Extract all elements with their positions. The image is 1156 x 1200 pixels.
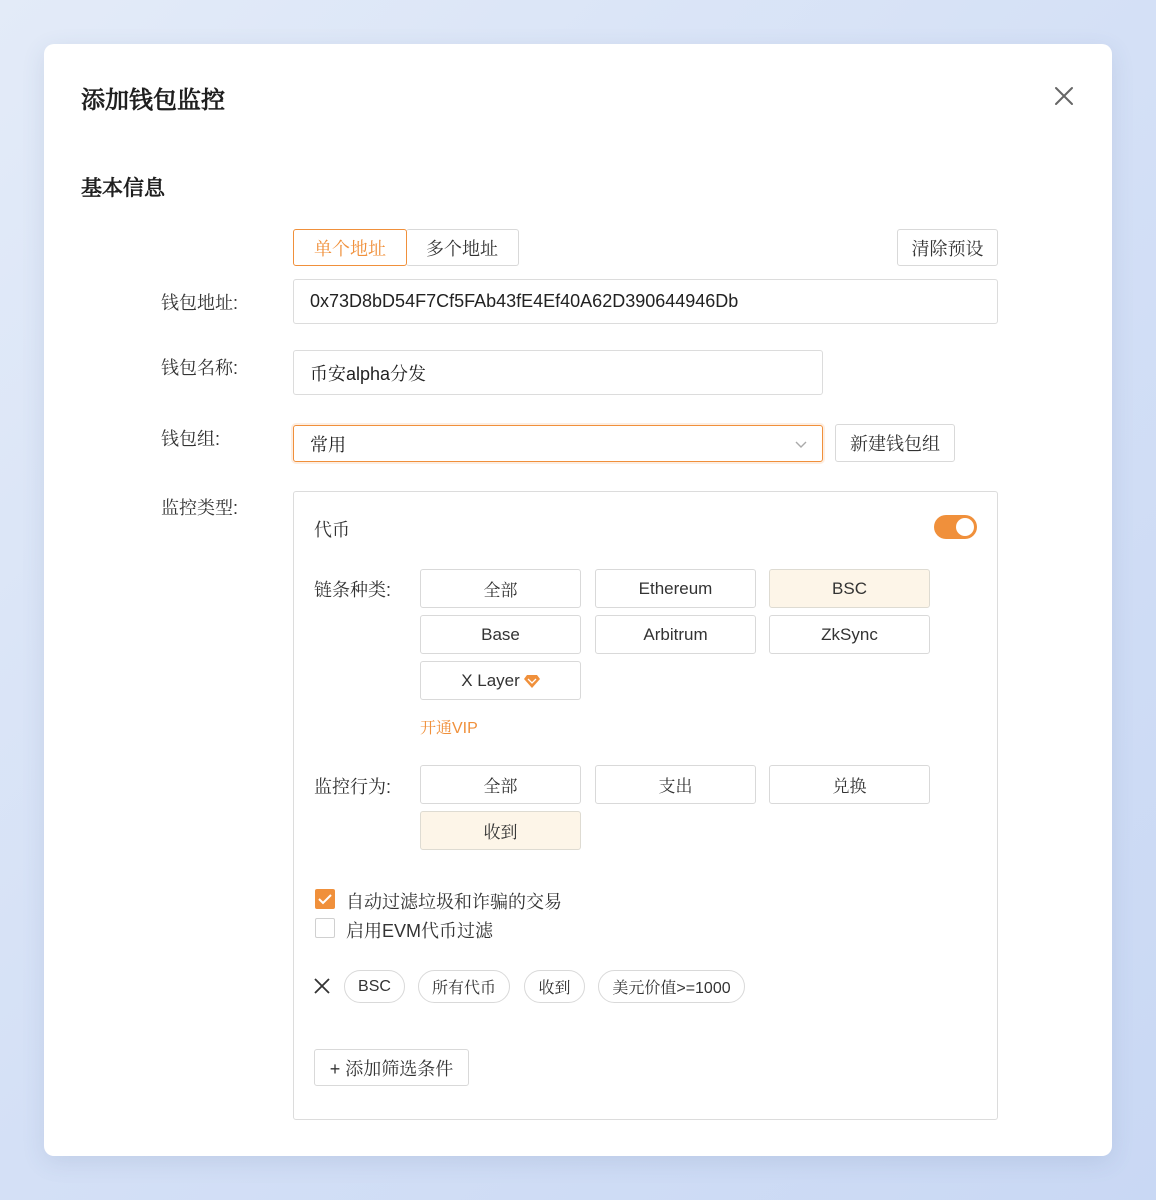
monitor-behavior-label: 监控行为: <box>314 777 392 797</box>
token-section-title: 代币 <box>314 520 350 540</box>
chain-option-x-layer-label: X Layer <box>461 670 520 690</box>
remove-filter-icon[interactable] <box>314 978 330 994</box>
chain-option-bsc[interactable]: BSC <box>769 569 930 608</box>
chain-option-all[interactable]: 全部 <box>420 569 581 608</box>
token-toggle[interactable] <box>934 515 977 539</box>
wallet-group-label: 钱包组: <box>161 429 221 449</box>
wallet-address-value: 0x73D8bD54F7Cf5FAb43fE4Ef40A62D390644946Db <box>310 291 739 311</box>
chain-option-x-layer[interactable] <box>420 661 581 700</box>
behavior-option-all[interactable]: 全部 <box>420 765 581 804</box>
filter-tag: 收到 <box>524 970 585 1003</box>
add-wallet-monitor-dialog <box>44 44 1112 1156</box>
behavior-option-outgoing[interactable]: 支出 <box>595 765 756 804</box>
monitor-type-label: 监控类型: <box>161 498 239 518</box>
wallet-group-select[interactable] <box>293 425 823 462</box>
add-filter-button[interactable]: + 添加筛选条件 <box>314 1049 469 1086</box>
dialog-title: 添加钱包监控 <box>81 87 225 114</box>
tab-multiple-addresses[interactable]: 多个地址 <box>406 229 519 266</box>
filter-tag: 美元价值>=1000 <box>598 970 745 1003</box>
behavior-option-swap[interactable]: 兑换 <box>769 765 930 804</box>
evm-filter-label: 启用EVM代币过滤 <box>346 921 494 941</box>
section-title-basic-info: 基本信息 <box>81 177 165 200</box>
wallet-name-value: 币安alpha分发 <box>310 363 427 384</box>
filter-spam-checkbox[interactable] <box>315 889 335 909</box>
close-icon[interactable] <box>1052 84 1076 108</box>
chain-option-base[interactable]: Base <box>420 615 581 654</box>
chain-type-label: 链条种类: <box>314 580 392 600</box>
wallet-group-value: 常用 <box>310 434 346 455</box>
new-wallet-group-button[interactable]: 新建钱包组 <box>835 424 955 462</box>
behavior-option-received[interactable]: 收到 <box>420 811 581 850</box>
wallet-name-label: 钱包名称: <box>161 358 239 378</box>
chain-option-zksync[interactable]: ZkSync <box>769 615 930 654</box>
open-vip-link[interactable]: 开通VIP <box>420 720 478 737</box>
chain-option-ethereum[interactable]: Ethereum <box>595 569 756 608</box>
clear-preset-button[interactable]: 清除预设 <box>897 229 998 266</box>
check-icon <box>318 893 332 905</box>
wallet-name-input[interactable] <box>293 350 823 395</box>
chain-option-arbitrum[interactable]: Arbitrum <box>595 615 756 654</box>
wallet-address-label: 钱包地址: <box>161 293 239 313</box>
filter-spam-label: 自动过滤垃圾和诈骗的交易 <box>346 892 562 912</box>
tab-single-address[interactable]: 单个地址 <box>293 229 407 266</box>
monitor-type-panel <box>293 491 998 1120</box>
vip-diamond-icon <box>524 674 540 688</box>
wallet-address-input[interactable] <box>293 279 998 324</box>
chevron-down-icon <box>794 437 808 451</box>
filter-tag: 所有代币 <box>418 970 510 1003</box>
evm-filter-checkbox[interactable] <box>315 918 335 938</box>
toggle-knob <box>956 518 974 536</box>
filter-tag: BSC <box>344 970 405 1003</box>
